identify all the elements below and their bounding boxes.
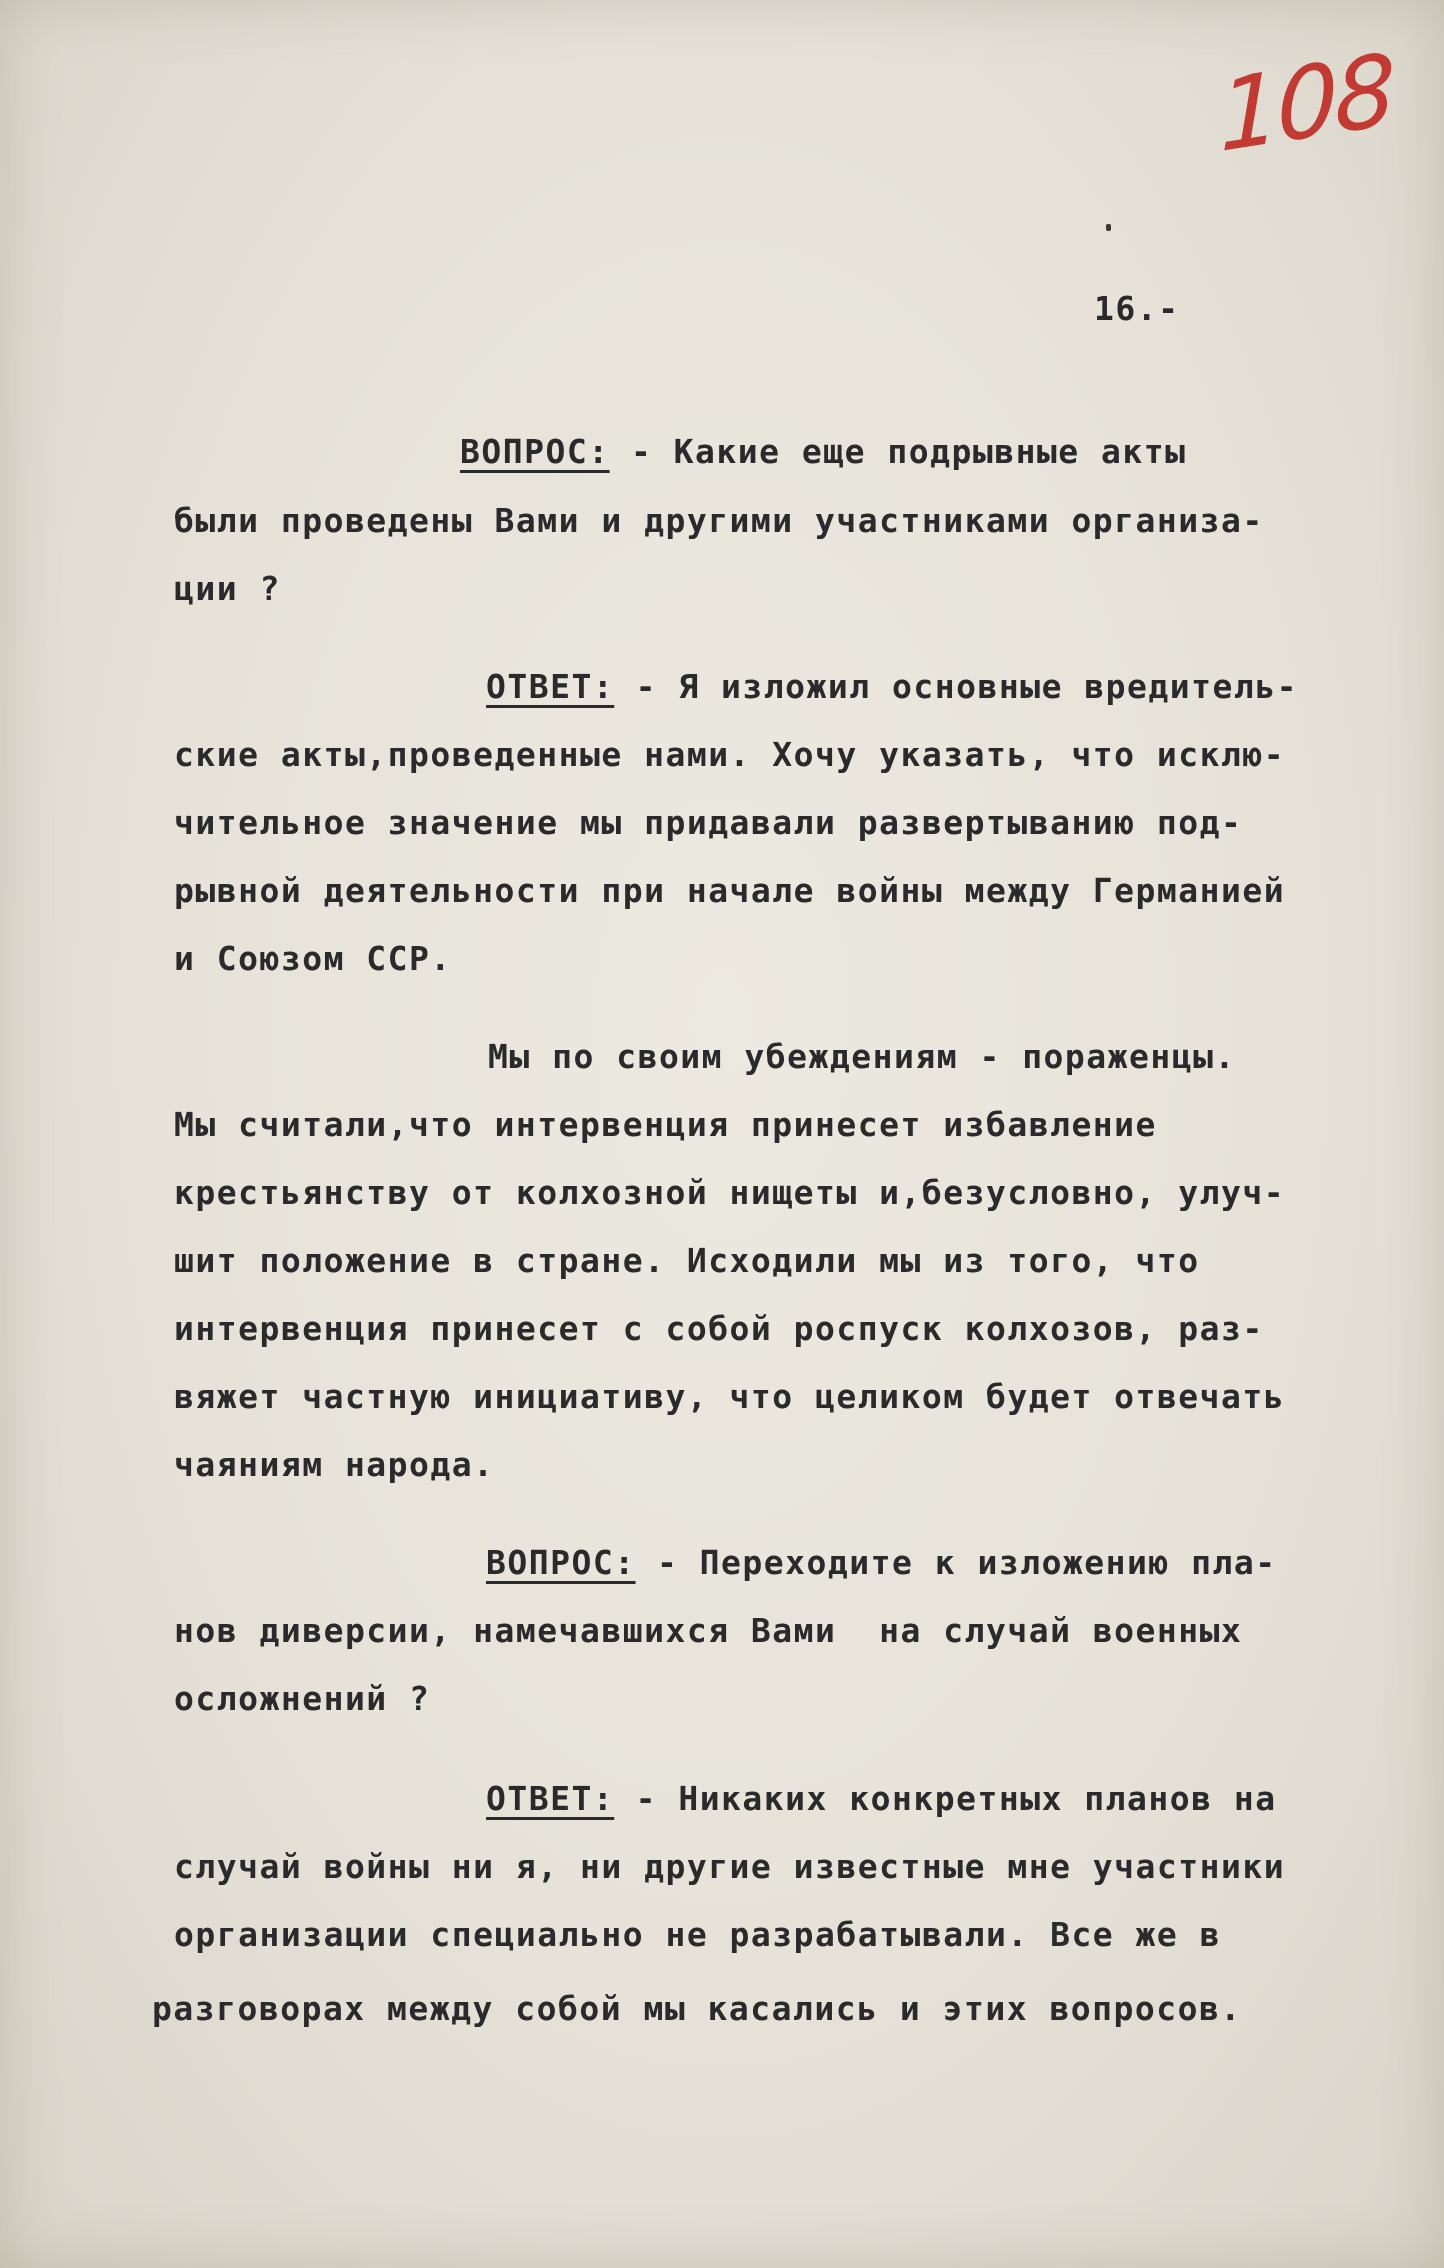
page-number: 16.- xyxy=(1094,289,1180,328)
answer-2-line-1 xyxy=(486,1779,1277,1818)
answer-1-continued-line-7: чаяниям народа. xyxy=(174,1445,495,1484)
question-label: ВОПРОС: xyxy=(460,432,610,471)
line-text: - Какие еще подрывные акты xyxy=(609,432,1187,471)
answer-1-continued-line-5: интервенция принесет с собой роспуск колхозов, раз- xyxy=(174,1309,1264,1348)
answer-2-line-3: организации специально не разрабатывали. Все же в xyxy=(174,1915,1222,1954)
answer-2-line-4: разговорах между собой мы касались и этих вопросов. xyxy=(152,1989,1242,2028)
line-text: - Я изложил основные вредитель- xyxy=(614,667,1298,706)
question-label: ВОПРОС: xyxy=(486,1543,636,1582)
question-1-line-2: были проведены Вами и другими участниками организа- xyxy=(174,501,1264,540)
answer-1-line-3: чительное значение мы придавали развертыванию под- xyxy=(174,803,1243,842)
line-text: - Никаких конкретных планов на xyxy=(614,1779,1277,1818)
answer-1-continued-line-2: Мы считали,что интервенция принесет избавление xyxy=(174,1105,1157,1144)
question-2-line-2: нов диверсии, намечавшихся Вами на случай военных xyxy=(174,1611,1243,1650)
answer-1-continued-line-4: шит положение в стране. Исходили мы из того, что xyxy=(174,1241,1200,1280)
answer-1-continued-line-3: крестьянству от колхозной нищеты и,безусловно, улуч- xyxy=(174,1173,1286,1212)
answer-label: ОТВЕТ: xyxy=(486,667,615,706)
question-1-line-3: ции ? xyxy=(174,569,281,608)
answer-1-line-2: ские акты,проведенные нами. Хочу указать, что исклю- xyxy=(174,735,1286,774)
answer-1-continued-line-6: вяжет частную инициативу, что целиком будет отвечать xyxy=(174,1377,1286,1416)
answer-2-line-2: случай войны ни я, ни другие известные мне участники xyxy=(174,1847,1286,1886)
archive-folio-number: 108 xyxy=(1218,32,1393,176)
question-2-line-1 xyxy=(486,1543,1277,1582)
question-2-line-3: осложнений ? xyxy=(174,1679,431,1718)
answer-1-line-5: и Союзом ССР. xyxy=(174,939,452,978)
answer-1-line-1 xyxy=(486,667,1298,706)
answer-1-line-4: рывной деятельности при начале войны между Германией xyxy=(174,871,1286,910)
ink-mark xyxy=(1106,224,1111,231)
question-1-line-1 xyxy=(460,432,1187,471)
answer-1-continued-line-1: Мы по своим убеждениям - пораженцы. xyxy=(488,1037,1236,1076)
line-text: - Переходите к изложению пла- xyxy=(635,1543,1277,1582)
answer-label: ОТВЕТ: xyxy=(486,1779,615,1818)
